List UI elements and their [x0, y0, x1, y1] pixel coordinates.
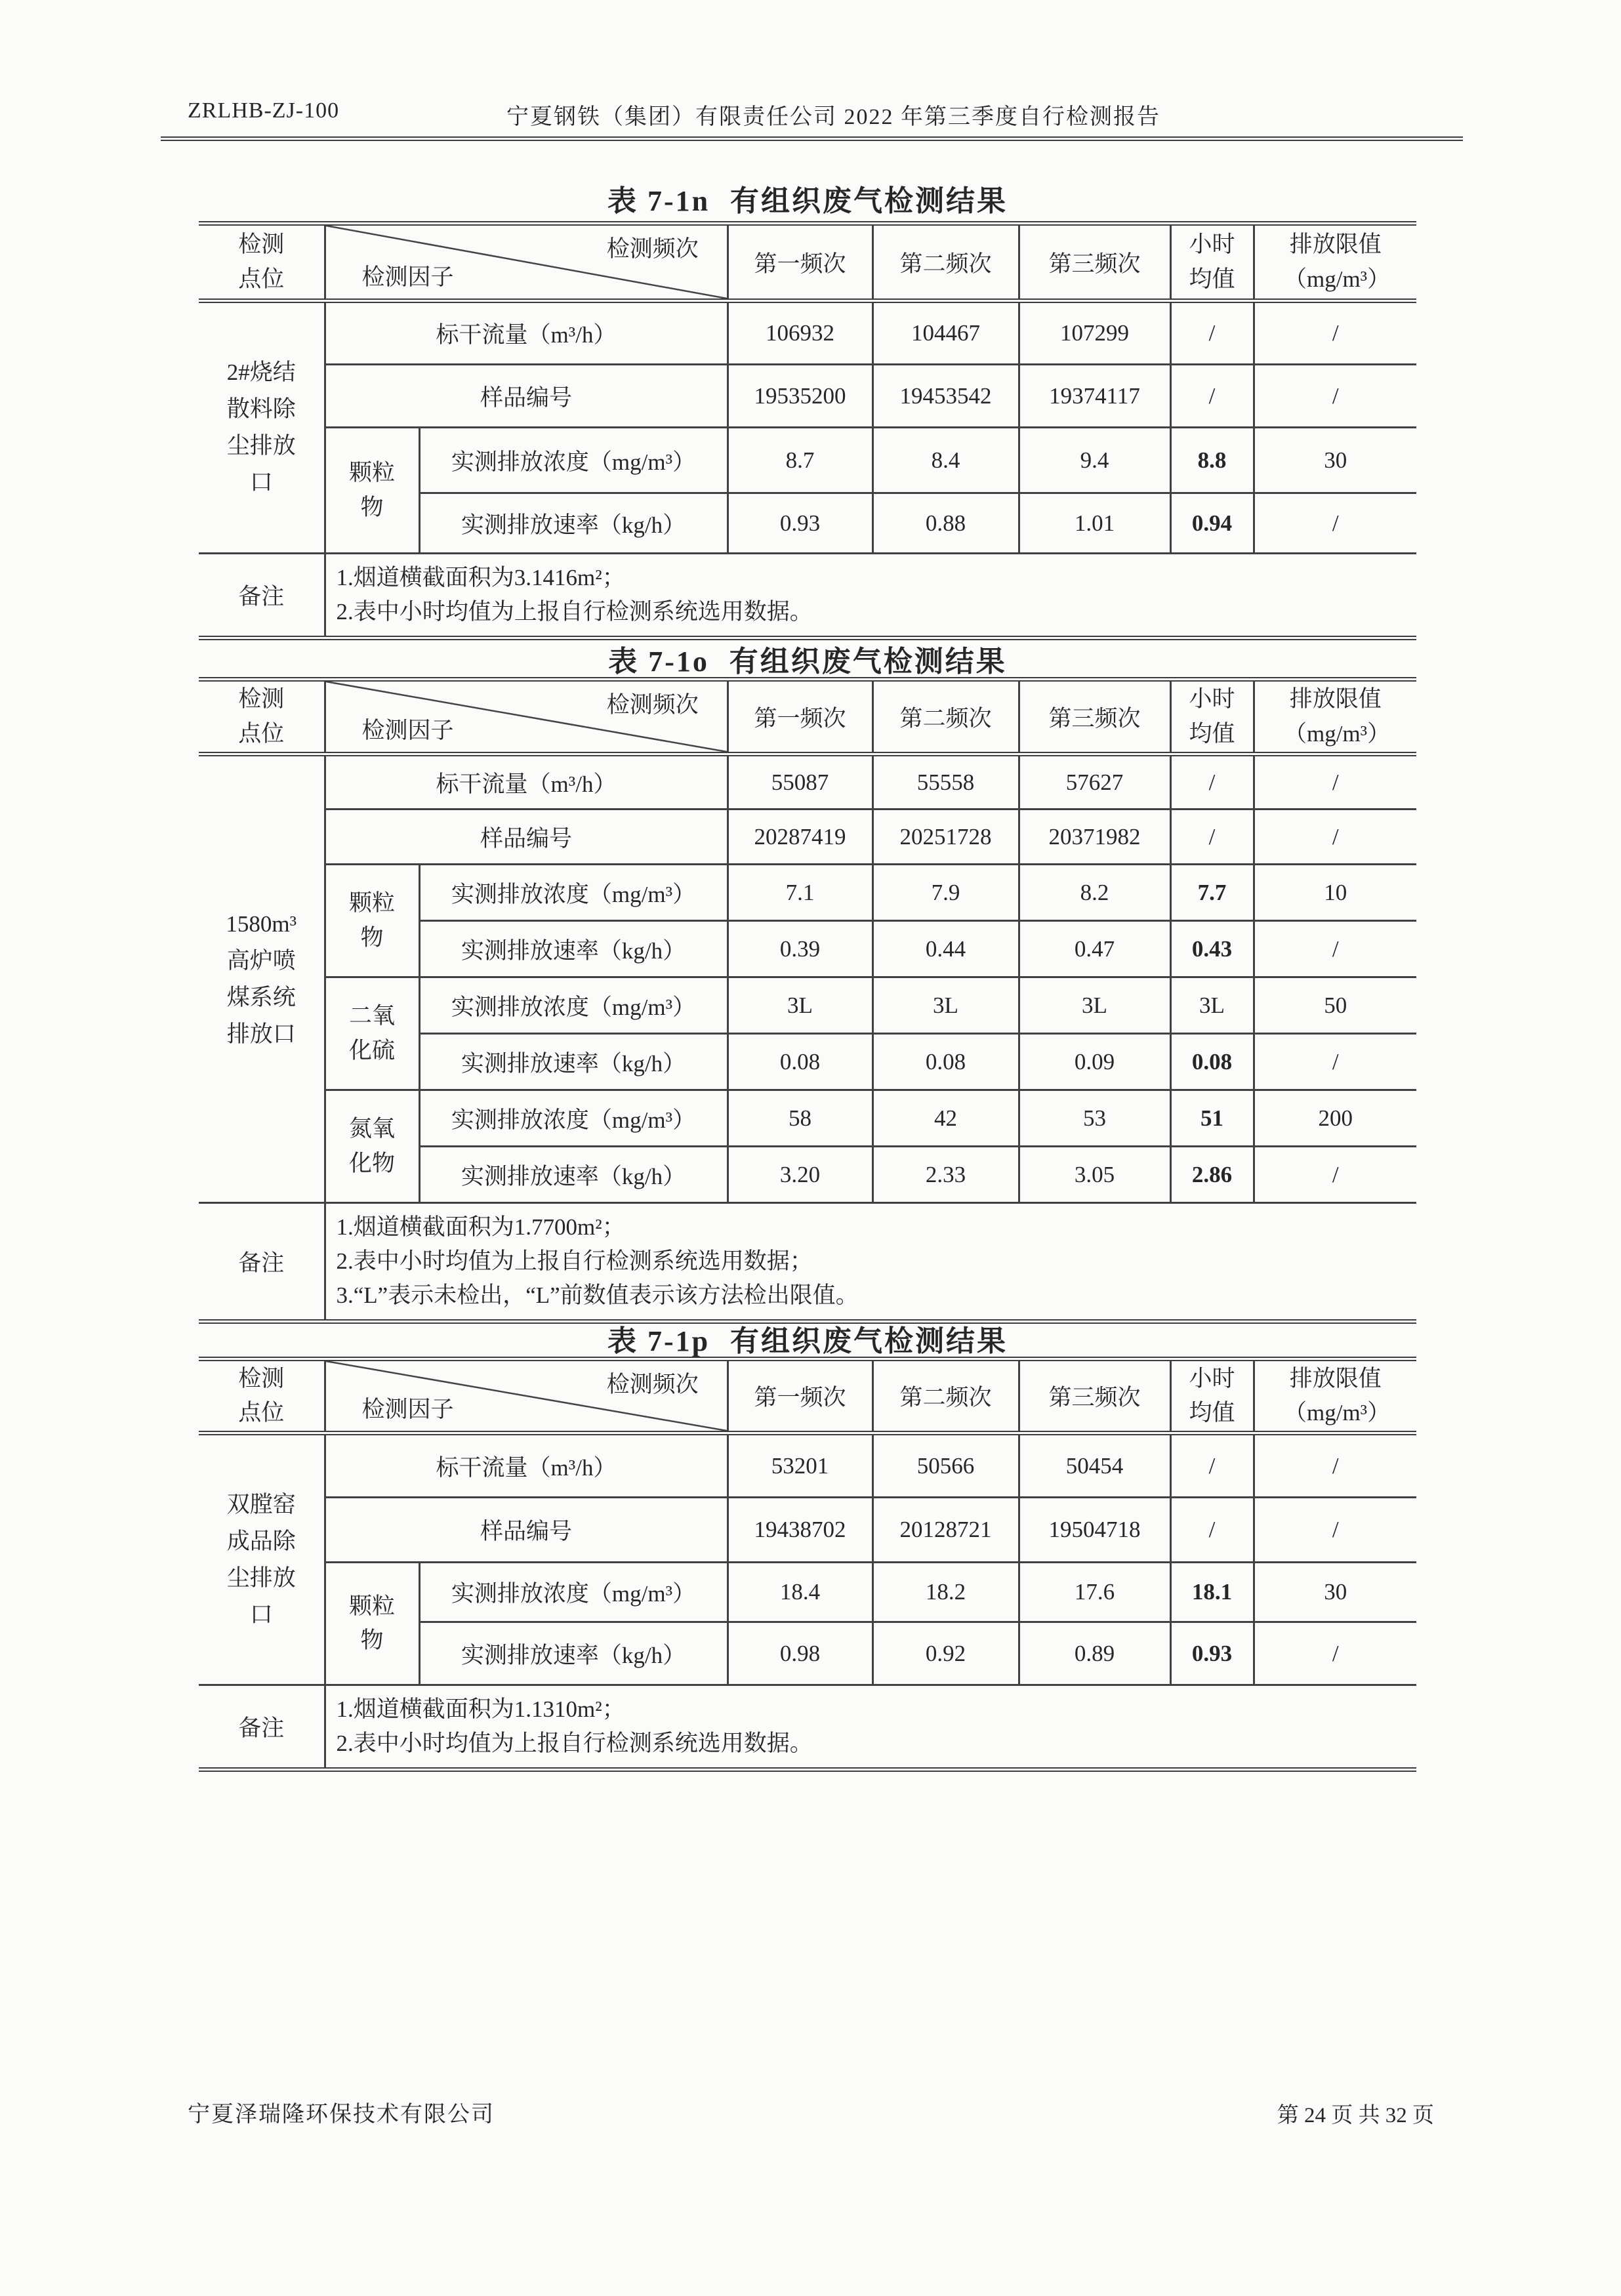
value-cell-limit: 200 — [1254, 1090, 1416, 1147]
factor-name-cell: 二氧化硫 — [325, 977, 419, 1090]
row-label: 标干流量（m³/h） — [325, 754, 728, 810]
column-header-avg: 小时均值 — [1170, 224, 1254, 301]
column-header-frequency: 检测频次 — [606, 1372, 699, 1397]
value-cell: 0.89 — [1019, 1622, 1170, 1685]
table-row — [199, 865, 1416, 921]
value-cell: 58 — [728, 1090, 872, 1147]
value-cell-avg: 3L — [1170, 977, 1254, 1034]
value-cell: 0.92 — [872, 1622, 1019, 1685]
column-header-f1: 第一频次 — [728, 224, 872, 301]
column-header-f3: 第三频次 — [1019, 224, 1170, 301]
remark-line: 2.表中小时均值为上报自行检测系统选用数据； — [336, 1248, 813, 1274]
document-header-title: 宁夏钢铁（集团）有限责任公司 2022 年第三季度自行检测报告 — [506, 105, 1160, 129]
column-header-limit: 排放限值（mg/m³） — [1254, 224, 1416, 301]
table-row — [199, 1433, 1416, 1498]
table-row — [199, 1090, 1416, 1147]
value-cell: 3.05 — [1019, 1147, 1170, 1203]
value-cell-limit: 30 — [1254, 1563, 1416, 1622]
value-cell-avg: 51 — [1170, 1090, 1254, 1147]
value-cell-limit: 30 — [1254, 428, 1416, 493]
remark-row — [199, 1203, 1416, 1322]
table-7-1n-title — [199, 177, 1416, 219]
footer-company-name: 宁夏泽瑞隆环保技术有限公司 — [188, 2102, 495, 2127]
column-header-factor: 检测因子 — [361, 264, 454, 290]
column-header-avg: 小时均值 — [1170, 680, 1254, 754]
point-cell: 双膛窑成品除尘排放口 — [199, 1433, 325, 1685]
value-cell-avg: 8.8 — [1170, 428, 1254, 493]
table-7-1o-title — [199, 638, 1416, 680]
value-cell-avg: 18.1 — [1170, 1563, 1254, 1622]
table-title-prefix: 表 7-1n — [607, 185, 710, 217]
value-cell: 8.2 — [1019, 865, 1170, 921]
table-7-1p-title — [199, 1317, 1416, 1359]
value-cell: / — [1170, 1498, 1254, 1563]
value-cell-avg: 7.7 — [1170, 865, 1254, 921]
factor-name-cell: 颗粒物 — [325, 1563, 419, 1685]
column-header-f2: 第二频次 — [872, 680, 1019, 754]
value-cell: / — [1170, 754, 1254, 810]
value-cell: / — [1170, 365, 1254, 428]
column-header-f2: 第二频次 — [872, 1359, 1019, 1433]
value-cell: 50454 — [1019, 1433, 1170, 1498]
value-cell: 0.88 — [872, 493, 1019, 554]
factor-name-cell: 氮氧化物 — [325, 1090, 419, 1203]
value-cell: / — [1254, 754, 1416, 810]
column-header-f2: 第二频次 — [872, 224, 1019, 301]
row-label: 实测排放浓度（mg/m³） — [419, 977, 728, 1034]
value-cell: 19535200 — [728, 365, 872, 428]
column-header-point: 检测点位 — [199, 224, 325, 301]
value-cell: 104467 — [872, 301, 1019, 365]
value-cell: 8.4 — [872, 428, 1019, 493]
value-cell: 20251728 — [872, 810, 1019, 865]
value-cell: 3.20 — [728, 1147, 872, 1203]
remark-line: 2.表中小时均值为上报自行检测系统选用数据。 — [336, 599, 813, 625]
remark-row — [199, 1685, 1416, 1770]
table-row — [199, 810, 1416, 865]
remark-label: 备注 — [199, 1685, 325, 1770]
value-cell: 106932 — [728, 301, 872, 365]
remark-line: 2.表中小时均值为上报自行检测系统选用数据。 — [336, 1731, 813, 1756]
value-cell: / — [1254, 810, 1416, 865]
point-cell: 2#烧结散料除尘排放口 — [199, 301, 325, 554]
remark-line: 1.烟道横截面积为1.1310m²； — [336, 1696, 625, 1722]
row-label: 实测排放浓度（mg/m³） — [419, 428, 728, 493]
footer-page-number: 第 24 页 共 32 页 — [1277, 2104, 1434, 2127]
remark-body — [325, 554, 1416, 638]
value-cell: 7.9 — [872, 865, 1019, 921]
table-title-text: 有组织废气检测结果 — [729, 185, 1008, 217]
value-cell: 20287419 — [728, 810, 872, 865]
factor-name-cell: 颗粒物 — [325, 865, 419, 977]
value-cell: 19374117 — [1019, 365, 1170, 428]
table-row — [199, 754, 1416, 810]
column-header-f1: 第一频次 — [728, 680, 872, 754]
column-header-f3: 第三频次 — [1019, 680, 1170, 754]
table-title-text: 有组织废气检测结果 — [729, 1325, 1008, 1357]
value-cell: 19453542 — [872, 365, 1019, 428]
value-cell: 3L — [872, 977, 1019, 1034]
value-cell: / — [1254, 301, 1416, 365]
column-header-frequency: 检测频次 — [606, 692, 699, 718]
value-cell-limit: / — [1254, 1622, 1416, 1685]
row-label: 实测排放速率（kg/h） — [419, 493, 728, 554]
value-cell: 19438702 — [728, 1498, 872, 1563]
remark-line: 1.烟道横截面积为1.7700m²； — [336, 1214, 625, 1240]
table-title-prefix: 表 7-1o — [608, 646, 709, 678]
value-cell-limit: / — [1254, 1034, 1416, 1090]
value-cell: 18.4 — [728, 1563, 872, 1622]
table-title-prefix: 表 7-1p — [607, 1325, 710, 1357]
column-header-point: 检测点位 — [199, 1359, 325, 1433]
value-cell-limit: / — [1254, 921, 1416, 977]
table-7-1n — [199, 221, 1416, 640]
value-cell: 0.44 — [872, 921, 1019, 977]
row-label: 实测排放浓度（mg/m³） — [419, 1090, 728, 1147]
column-header-point: 检测点位 — [199, 680, 325, 754]
row-label: 实测排放速率（kg/h） — [419, 921, 728, 977]
value-cell: 0.47 — [1019, 921, 1170, 977]
remark-label: 备注 — [199, 554, 325, 638]
value-cell: 3L — [728, 977, 872, 1034]
value-cell: 57627 — [1019, 754, 1170, 810]
row-label: 样品编号 — [325, 1498, 728, 1563]
value-cell-limit: 50 — [1254, 977, 1416, 1034]
remark-row — [199, 554, 1416, 638]
value-cell-avg: 0.93 — [1170, 1622, 1254, 1685]
value-cell: 107299 — [1019, 301, 1170, 365]
column-header-frequency: 检测频次 — [606, 236, 699, 262]
row-label: 样品编号 — [325, 365, 728, 428]
value-cell: / — [1170, 1433, 1254, 1498]
value-cell: 17.6 — [1019, 1563, 1170, 1622]
value-cell: / — [1254, 1433, 1416, 1498]
column-header-factor: 检测因子 — [361, 1397, 454, 1422]
row-label: 实测排放速率（kg/h） — [419, 1147, 728, 1203]
table-row — [199, 1563, 1416, 1622]
header-divider — [161, 136, 1463, 141]
column-header-factor: 检测因子 — [361, 718, 454, 743]
table-row — [199, 428, 1416, 493]
row-label: 实测排放浓度（mg/m³） — [419, 1563, 728, 1622]
value-cell: 18.2 — [872, 1563, 1019, 1622]
column-header-limit: 排放限值（mg/m³） — [1254, 680, 1416, 754]
value-cell: 0.39 — [728, 921, 872, 977]
value-cell: 1.01 — [1019, 493, 1170, 554]
table-row — [199, 301, 1416, 365]
value-cell: 0.93 — [728, 493, 872, 554]
value-cell: 7.1 — [728, 865, 872, 921]
value-cell: 19504718 — [1019, 1498, 1170, 1563]
value-cell-avg: 0.94 — [1170, 493, 1254, 554]
value-cell: 0.09 — [1019, 1034, 1170, 1090]
value-cell-limit: 10 — [1254, 865, 1416, 921]
remark-line: 1.烟道横截面积为3.1416m²； — [336, 565, 625, 590]
row-label: 实测排放速率（kg/h） — [419, 1034, 728, 1090]
value-cell: 55087 — [728, 754, 872, 810]
value-cell: 20128721 — [872, 1498, 1019, 1563]
value-cell: 53201 — [728, 1433, 872, 1498]
point-cell: 1580m³高炉喷煤系统排放口 — [199, 754, 325, 1203]
column-header-f1: 第一频次 — [728, 1359, 872, 1433]
diagonal-header-cell — [325, 224, 728, 301]
value-cell: 55558 — [872, 754, 1019, 810]
diagonal-header-cell — [325, 1359, 728, 1433]
remark-line: 3.“L”表示未检出，“L”前数值表示该方法检出限值。 — [336, 1282, 859, 1308]
value-cell-limit: / — [1254, 493, 1416, 554]
table-title-text: 有组织废气检测结果 — [729, 646, 1007, 678]
value-cell: 8.7 — [728, 428, 872, 493]
value-cell: 0.08 — [872, 1034, 1019, 1090]
row-label: 样品编号 — [325, 810, 728, 865]
value-cell-avg: 2.86 — [1170, 1147, 1254, 1203]
value-cell-avg: 0.43 — [1170, 921, 1254, 977]
row-label: 标干流量（m³/h） — [325, 1433, 728, 1498]
table-7-1p — [199, 1357, 1416, 1772]
value-cell: 0.08 — [728, 1034, 872, 1090]
table-row — [199, 1498, 1416, 1563]
value-cell-limit: / — [1254, 1147, 1416, 1203]
value-cell: / — [1170, 301, 1254, 365]
column-header-limit: 排放限值（mg/m³） — [1254, 1359, 1416, 1433]
value-cell: 53 — [1019, 1090, 1170, 1147]
table-7-1o — [199, 677, 1416, 1324]
row-label: 实测排放浓度（mg/m³） — [419, 865, 728, 921]
remark-body — [325, 1685, 1416, 1770]
document-code: ZRLHB-ZJ-100 — [188, 98, 340, 123]
value-cell: 42 — [872, 1090, 1019, 1147]
value-cell: 3L — [1019, 977, 1170, 1034]
column-header-f3: 第三频次 — [1019, 1359, 1170, 1433]
value-cell: / — [1254, 1498, 1416, 1563]
row-label: 标干流量（m³/h） — [325, 301, 728, 365]
table-row — [199, 977, 1416, 1034]
remark-body — [325, 1203, 1416, 1322]
row-label: 实测排放速率（kg/h） — [419, 1622, 728, 1685]
column-header-avg: 小时均值 — [1170, 1359, 1254, 1433]
value-cell: 9.4 — [1019, 428, 1170, 493]
diagonal-header-cell — [325, 680, 728, 754]
value-cell: 2.33 — [872, 1147, 1019, 1203]
value-cell-avg: 0.08 — [1170, 1034, 1254, 1090]
table-row — [199, 365, 1416, 428]
value-cell: 50566 — [872, 1433, 1019, 1498]
value-cell: 0.98 — [728, 1622, 872, 1685]
value-cell: / — [1254, 365, 1416, 428]
value-cell: 20371982 — [1019, 810, 1170, 865]
value-cell: / — [1170, 810, 1254, 865]
remark-label: 备注 — [199, 1203, 325, 1322]
factor-name-cell: 颗粒物 — [325, 428, 419, 554]
